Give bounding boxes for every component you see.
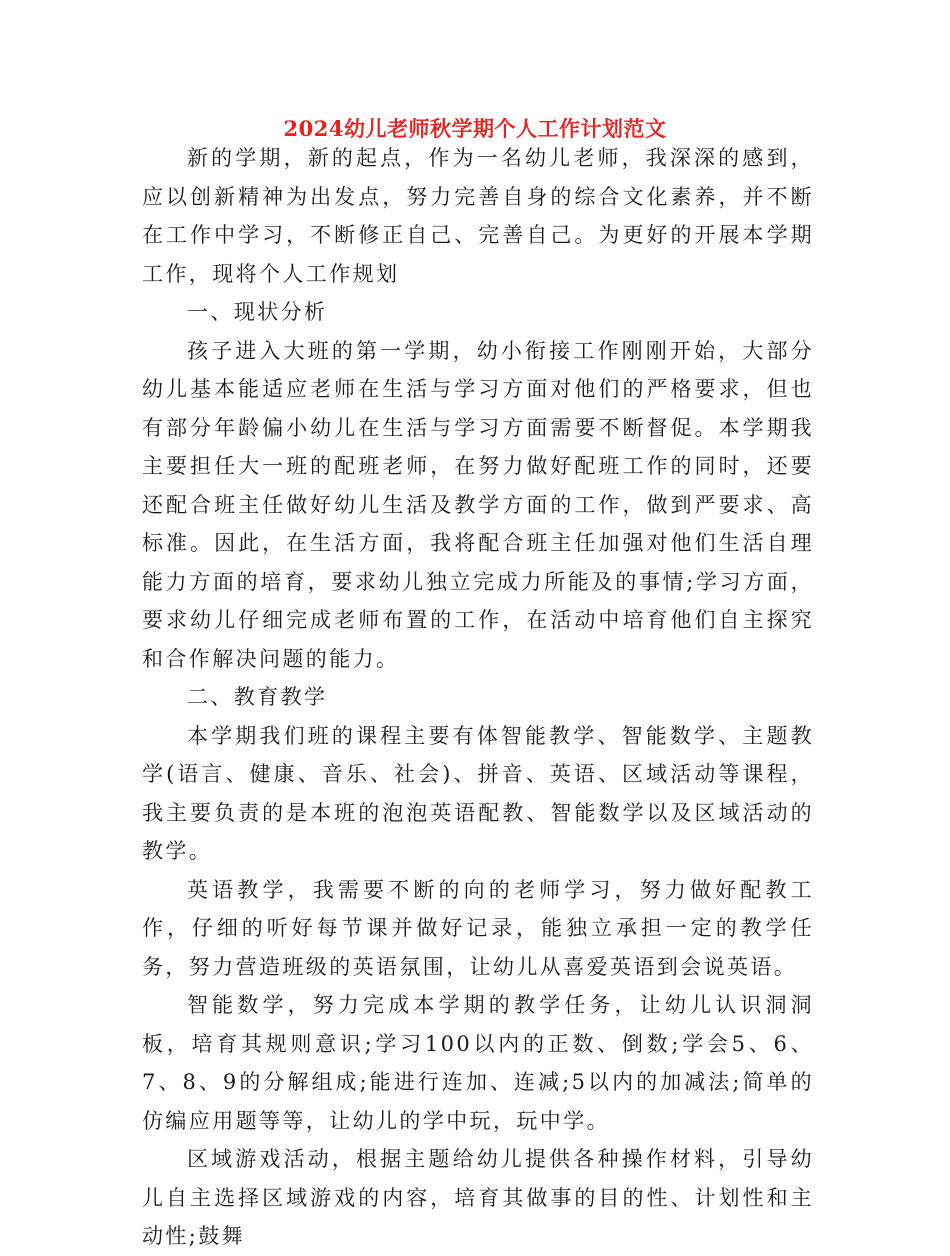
paragraph-curriculum: 本学期我们班的课程主要有体智能教学、智能数学、主题教学(语言、健康、音乐、社会)、拼音、英语、区域活动等课程，我主要负责的是本班的泡泡英语配教、智能数学以及区域活动的教学。 bbox=[142, 723, 814, 863]
paragraph-math: 智能数学，努力完成本学期的教学任务，让幼儿认识洞洞板，培育其规则意识;学习100以内的正数、倒数;学会5、6、7、8、9的分解组成;能进行连加、连减;5以内的加减法;简单的仿编应用题等等，让幼儿的学中玩，玩中学。 bbox=[142, 993, 814, 1133]
document-title: 2024幼儿老师秋学期个人工作计划范文 bbox=[283, 116, 667, 141]
section-heading-status: 一、现状分析 bbox=[187, 300, 328, 324]
section-heading-teaching: 二、教育教学 bbox=[187, 685, 328, 709]
paragraph-area-games: 区域游戏活动，根据主题给幼儿提供各种操作材料，引导幼儿自主选择区域游戏的内容，培育其做事的目的性、计划性和主动性;鼓舞 bbox=[142, 1147, 814, 1248]
paragraph-status-analysis: 孩子进入大班的第一学期，幼小衔接工作刚刚开始，大部分幼儿基本能适应老师在生活与学习方面对他们的严格要求，但也有部分年龄偏小幼儿在生活与学习方面需要不断督促。本学期我主要担任大一班的配班老师，在努力做好配班工作的同时，还要还配合班主任做好幼儿生活及教学方面的工作，做到严要求、高标准。因此，在生活方面，我将配合班主任加强对他们生活自理能力方面的培育，要求幼儿独立完成力所能及的事情;学习方面，要求幼儿仔细完成老师布置的工作，在活动中培育他们自主探究和合作解决问题的能力。 bbox=[142, 338, 814, 671]
paragraph-intro: 新的学期，新的起点，作为一名幼儿老师，我深深的感到，应以创新精神为出发点，努力完善自身的综合文化素养，并不断在工作中学习，不断修正自己、完善自己。为更好的开展本学期工作，现将个人工作规划 bbox=[142, 146, 814, 286]
document-body bbox=[142, 139, 814, 1256]
paragraph-english: 英语教学，我需要不断的向的老师学习，努力做好配教工作，仔细的听好每节课并做好记录，能独立承担一定的教学任务，努力营造班级的英语氛围，让幼儿从喜爱英语到会说英语。 bbox=[142, 877, 814, 979]
